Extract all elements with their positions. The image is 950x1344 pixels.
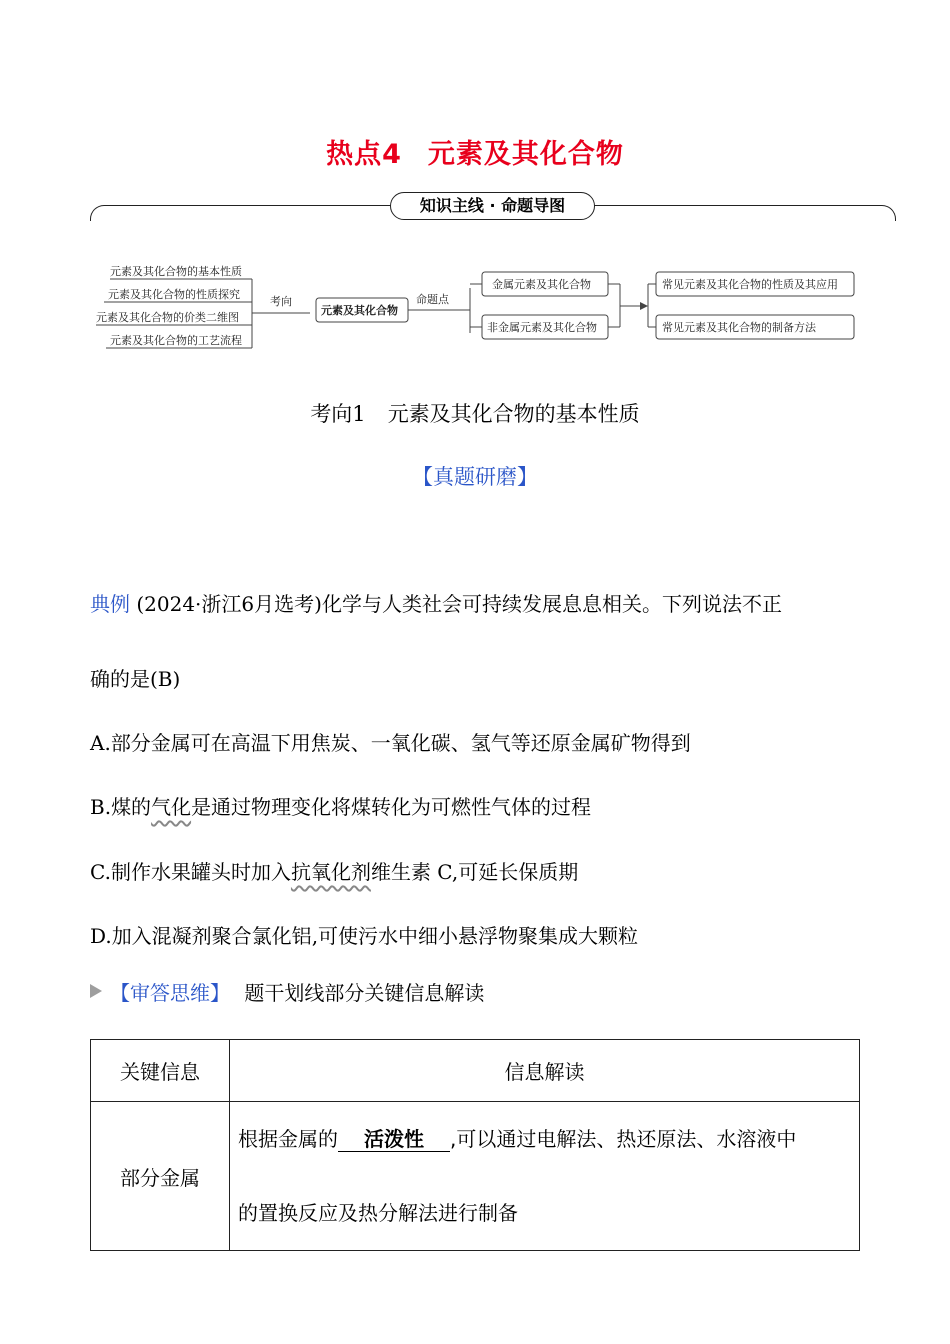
mindmap-right-item: 常见元素及其化合物的性质及其应用 — [662, 278, 838, 291]
option-b-letter: B. — [90, 795, 112, 819]
option-a — [90, 729, 865, 757]
option-c-text: 制作水果罐头时加入 — [110, 860, 291, 884]
section-banner: 知识主线 · 命题导图 — [390, 192, 595, 220]
option-c-letter: C. — [90, 860, 111, 884]
key-info-table — [90, 1039, 860, 1251]
question-answer: (B) — [150, 667, 181, 691]
explanation-text: 根据金属的 — [238, 1127, 338, 1151]
mindmap-left-item: 元素及其化合物的性质探究 — [108, 288, 240, 301]
mindmap-kaoxiang: 考向 — [270, 295, 292, 308]
question-stem-text: 确的是 — [90, 667, 150, 691]
mindmap-left-item: 元素及其化合物的价类二维图 — [96, 311, 239, 324]
title-number: 热点4 — [326, 139, 402, 170]
section-text: 元素及其化合物的基本性质 — [387, 402, 640, 426]
fill-in-answer: 活泼性 — [338, 1127, 450, 1152]
table-key-cell: 部分金属 — [91, 1102, 230, 1251]
option-b-underlined: 气化 — [151, 795, 192, 819]
explanation-text-end: 的置换反应及热分解法进行制备 — [238, 1201, 518, 1225]
option-d-letter: D. — [90, 924, 112, 948]
option-b — [90, 793, 865, 821]
option-d-text-end: 可使污水中细小悬浮物聚集成大颗粒 — [318, 924, 639, 948]
question-stem — [90, 590, 865, 618]
option-c-text-mid: 维生素 — [370, 860, 431, 884]
mindmap-center: 元素及其化合物 — [321, 304, 398, 317]
table-header-cell: 关键信息 — [91, 1040, 230, 1102]
mindmap-mingtidian: 命题点 — [416, 293, 449, 306]
mindmap-left-item: 元素及其化合物的基本性质 — [110, 265, 242, 278]
triangle-bullet-icon — [90, 984, 102, 998]
question-label: 典例 — [90, 592, 130, 616]
table-header-cell: 信息解读 — [230, 1040, 860, 1102]
explanation-text-mid: ,可以通过电解法、热还原法、水溶液中 — [450, 1127, 797, 1151]
option-c-text-end: 可延长保质期 — [458, 860, 579, 884]
option-a-letter: A. — [90, 731, 111, 755]
page-title — [0, 132, 950, 171]
section-heading — [0, 398, 950, 428]
option-a-text: 部分金属可在高温下用焦炭、一氧化碳、氢气等还原金属矿物得到 — [110, 731, 691, 755]
mindmap-right-item: 常见元素及其化合物的制备方法 — [662, 321, 816, 334]
mindmap-mid-item: 金属元素及其化合物 — [492, 278, 591, 291]
zhenti-heading: 【真题研磨】 — [412, 465, 538, 489]
option-d — [90, 922, 865, 950]
option-c-vitamin: C, — [430, 860, 459, 884]
title-text: 元素及其化合物 — [427, 139, 624, 170]
mindmap-left-item: 元素及其化合物的工艺流程 — [110, 334, 242, 347]
mind-map — [90, 255, 870, 360]
question-source: (2024·浙江6月选考) — [136, 592, 322, 616]
table-row — [91, 1102, 860, 1251]
table-explanation-cell — [230, 1102, 860, 1251]
option-d-comma: , — [311, 924, 319, 948]
option-b-text-end: 是通过物理变化将煤转化为可燃性气体的过程 — [191, 795, 592, 819]
thinking-line — [90, 977, 484, 1006]
thinking-label: 【审答思维】 — [110, 981, 230, 1005]
option-b-text: 煤的 — [111, 795, 152, 819]
section-number: 考向1 — [310, 402, 366, 426]
table-header-row — [91, 1040, 860, 1102]
thinking-text: 题干划线部分关键信息解读 — [244, 981, 485, 1005]
question-stem-line2 — [90, 665, 865, 693]
option-d-text: 加入混凝剂聚合氯化铝 — [111, 924, 312, 948]
mindmap-mid-item: 非金属元素及其化合物 — [487, 321, 597, 334]
option-c — [90, 858, 865, 886]
option-c-underlined: 抗氧化剂 — [290, 860, 371, 884]
question-stem-line1: 化学与人类社会可持续发展息息相关。下列说法不正 — [321, 592, 782, 616]
